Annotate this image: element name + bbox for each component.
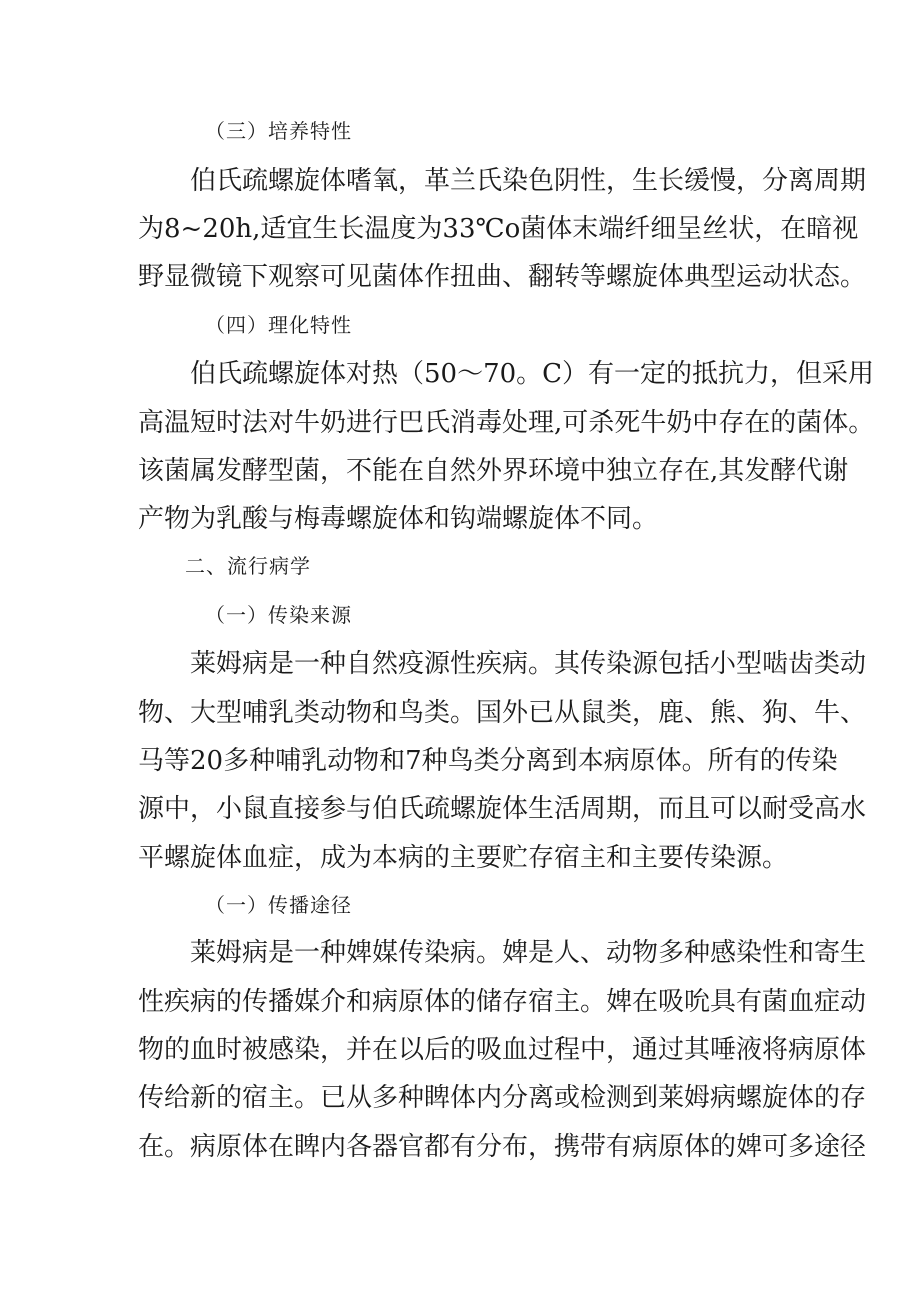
paragraph-line: 产物为乳酸与梅毒螺旋体和钩端螺旋体不同。 <box>138 504 659 534</box>
paragraph-line: 平螺旋体血症，成为本病的主要贮存宿主和主要传染源。 <box>138 843 789 873</box>
paragraph-line: 高温短时法对牛奶进行巴氏消毒处理,可杀死牛奶中存在的菌体。 <box>138 408 875 438</box>
paragraph-line: 传给新的宿主。已从多种睥体内分离或检测到莱姆病螺旋体的存 <box>138 1083 867 1113</box>
paragraph-line: 野显微镜下观察可见菌体作扭曲、翻转等螺旋体典型运动状态。 <box>138 262 867 292</box>
paragraph-line: 伯氏疏螺旋体嗜氧，革兰氏染色阴性，生长缓慢，分离周期 <box>190 166 867 196</box>
paragraph-line: 在。病原体在睥内各器官都有分布，携带有病原体的婢可多途径 <box>138 1132 867 1162</box>
paragraph-line: 性疾病的传播媒介和病原体的储存宿主。婢在吸吮具有菌血症动 <box>138 987 867 1017</box>
section-heading-route: （一）传播途径 <box>205 893 352 917</box>
paragraph-line: 物、大型哺乳类动物和鸟类。国外已从鼠类，鹿、熊、狗、牛、 <box>138 698 867 728</box>
section-heading-physchem: （四）理化特性 <box>205 313 352 337</box>
paragraph-line: 源中，小鼠直接参与伯氏疏螺旋体生活周期，而且可以耐受高水 <box>138 794 867 824</box>
paragraph-line: 莱姆病是一种自然疫源性疾病。其传染源包括小型啮齿类动 <box>190 649 867 679</box>
paragraph-line: 物的血时被感染，并在以后的吸血过程中，通过其唾液将病原体 <box>138 1035 867 1065</box>
paragraph-line: 莱姆病是一种婢媒传染病。婢是人、动物多种感染性和寄生 <box>190 938 867 968</box>
paragraph-line: 伯氏疏螺旋体对热（50～70。C）有一定的抵抗力，但采用 <box>190 359 875 389</box>
section-heading-culture: （三）培养特性 <box>205 119 352 143</box>
paragraph-line: 马等20多种哺乳动物和7种鸟类分离到本病原体。所有的传染 <box>138 746 838 776</box>
section-heading-source: （一）传染来源 <box>205 603 352 627</box>
paragraph-line: 为8~20h,适宜生长温度为33℃o菌体末端纤细呈丝状，在暗视 <box>138 214 859 244</box>
section-heading-epidemiology: 二、流行病学 <box>185 554 311 578</box>
paragraph-line: 该菌属发酵型菌，不能在自然外界环境中独立存在,其发酵代谢 <box>138 456 849 486</box>
